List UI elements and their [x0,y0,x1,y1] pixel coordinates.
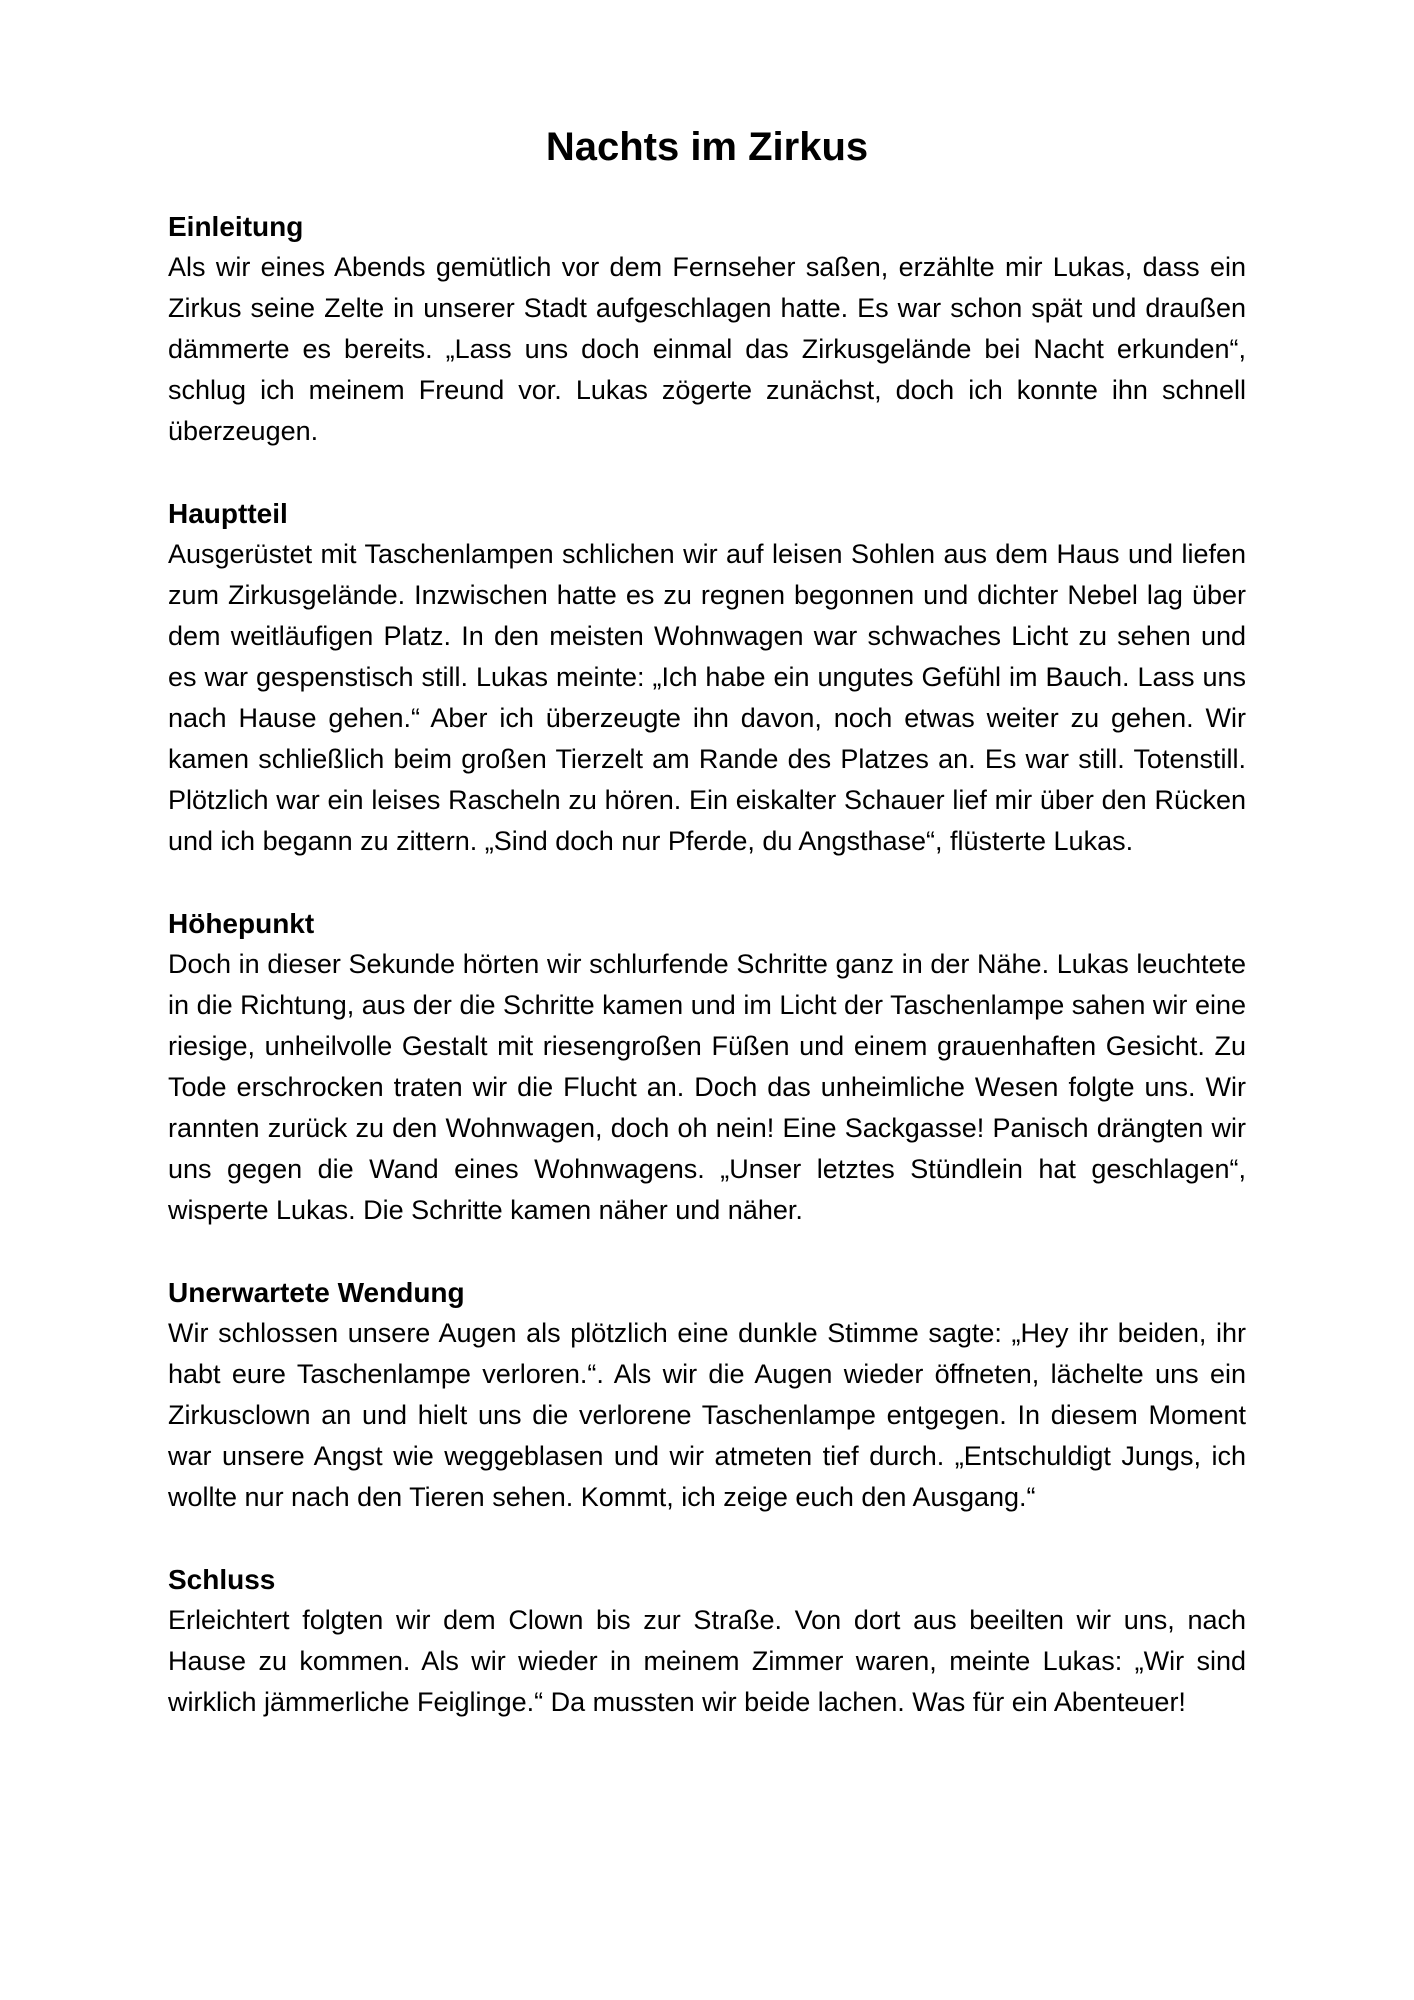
section-schluss [168,1559,1246,1723]
document-body [168,206,1246,1764]
section-hoehepunkt [168,903,1246,1231]
section-heading: Höhepunkt [168,908,315,939]
section-heading: Einleitung [168,211,304,242]
document-title: Nachts im Zirkus [545,125,869,169]
section-paragraph: Als wir eines Abends gemütlich vor dem Fernseher saßen, erzählte mir Lukas, dass ein Zirkus seine Zelte in unserer Stadt aufgeschlagen hatte. Es war schon spät und draußen dämmerte es bereits. „Lass uns doch einmal das Zirkusgelände bei Nacht erkunden“, schlug ich meinem Freund vor. Lukas zögerte zunächst, doch ich konnte ihn schnell überzeugen. [168,252,1246,446]
section-paragraph: Doch in dieser Sekunde hörten wir schlurfende Schritte ganz in der Nähe. Lukas leuchtete in die Richtung, aus der die Schritte kamen und im Licht der Taschenlampe sahen wir eine riesige, unheilvolle Gestalt mit riesengroßen Füßen und einem grauenhaften Gesicht. Zu Tode erschrocken traten wir die Flucht an. Doch das unheimliche Wesen folgte uns. Wir rannten zurück zu den Wohnwagen, doch oh nein! Eine Sackgasse! Panisch drängten wir uns gegen die Wand eines Wohnwagens. „Unser letztes Stündlein hat geschlagen“, wisperte Lukas. Die Schritte kamen näher und näher. [168,949,1246,1225]
section-heading: Unerwartete Wendung [168,1277,465,1308]
section-paragraph: Wir schlossen unsere Augen als plötzlich eine dunkle Stimme sagte: „Hey ihr beiden, ihr habt eure Taschenlampe verloren.“. Als wir die Augen wieder öffneten, lächelte uns ein Zirkusclown an und hielt uns die verlorene Taschenlampe entgegen. In diesem Moment war unsere Angst wie weggeblasen und wir atmeten tief durch. „Entschuldigt Jungs, ich wollte nur nach den Tieren sehen. Kommt, ich zeige euch den Ausgang.“ [168,1318,1246,1512]
section-paragraph: Erleichtert folgten wir dem Clown bis zur Straße. Von dort aus beeilten wir uns, nach Hause zu kommen. Als wir wieder in meinem Zimmer waren, meinte Lukas: „Wir sind wirklich jämmerliche Feiglinge.“ Da mussten wir beide lachen. Was für ein Abenteuer! [168,1605,1246,1717]
section-heading: Schluss [168,1564,276,1595]
section-hauptteil [168,493,1246,862]
section-paragraph: Ausgerüstet mit Taschenlampen schlichen wir auf leisen Sohlen aus dem Haus und liefen zum Zirkusgelände. Inzwischen hatte es zu regnen begonnen und dichter Nebel lag über dem weitläufigen Platz. In den meisten Wohnwagen war schwaches Licht zu sehen und es war gespenstisch still. Lukas meinte: „Ich habe ein ungutes Gefühl im Bauch. Lass uns nach Hause gehen.“ Aber ich überzeugte ihn davon, noch etwas weiter zu gehen. Wir kamen schließlich beim großen Tierzelt am Rande des Platzes an. Es war still. Totenstill. Plötzlich war ein leises Rascheln zu hören. Ein eiskalter Schauer lief mir über den Rücken und ich begann zu zittern. „Sind doch nur Pferde, du Angsthase“, flüsterte Lukas. [168,539,1246,856]
section-unerwartete-wendung [168,1272,1246,1518]
section-einleitung [168,206,1246,452]
section-heading: Hauptteil [168,498,288,529]
